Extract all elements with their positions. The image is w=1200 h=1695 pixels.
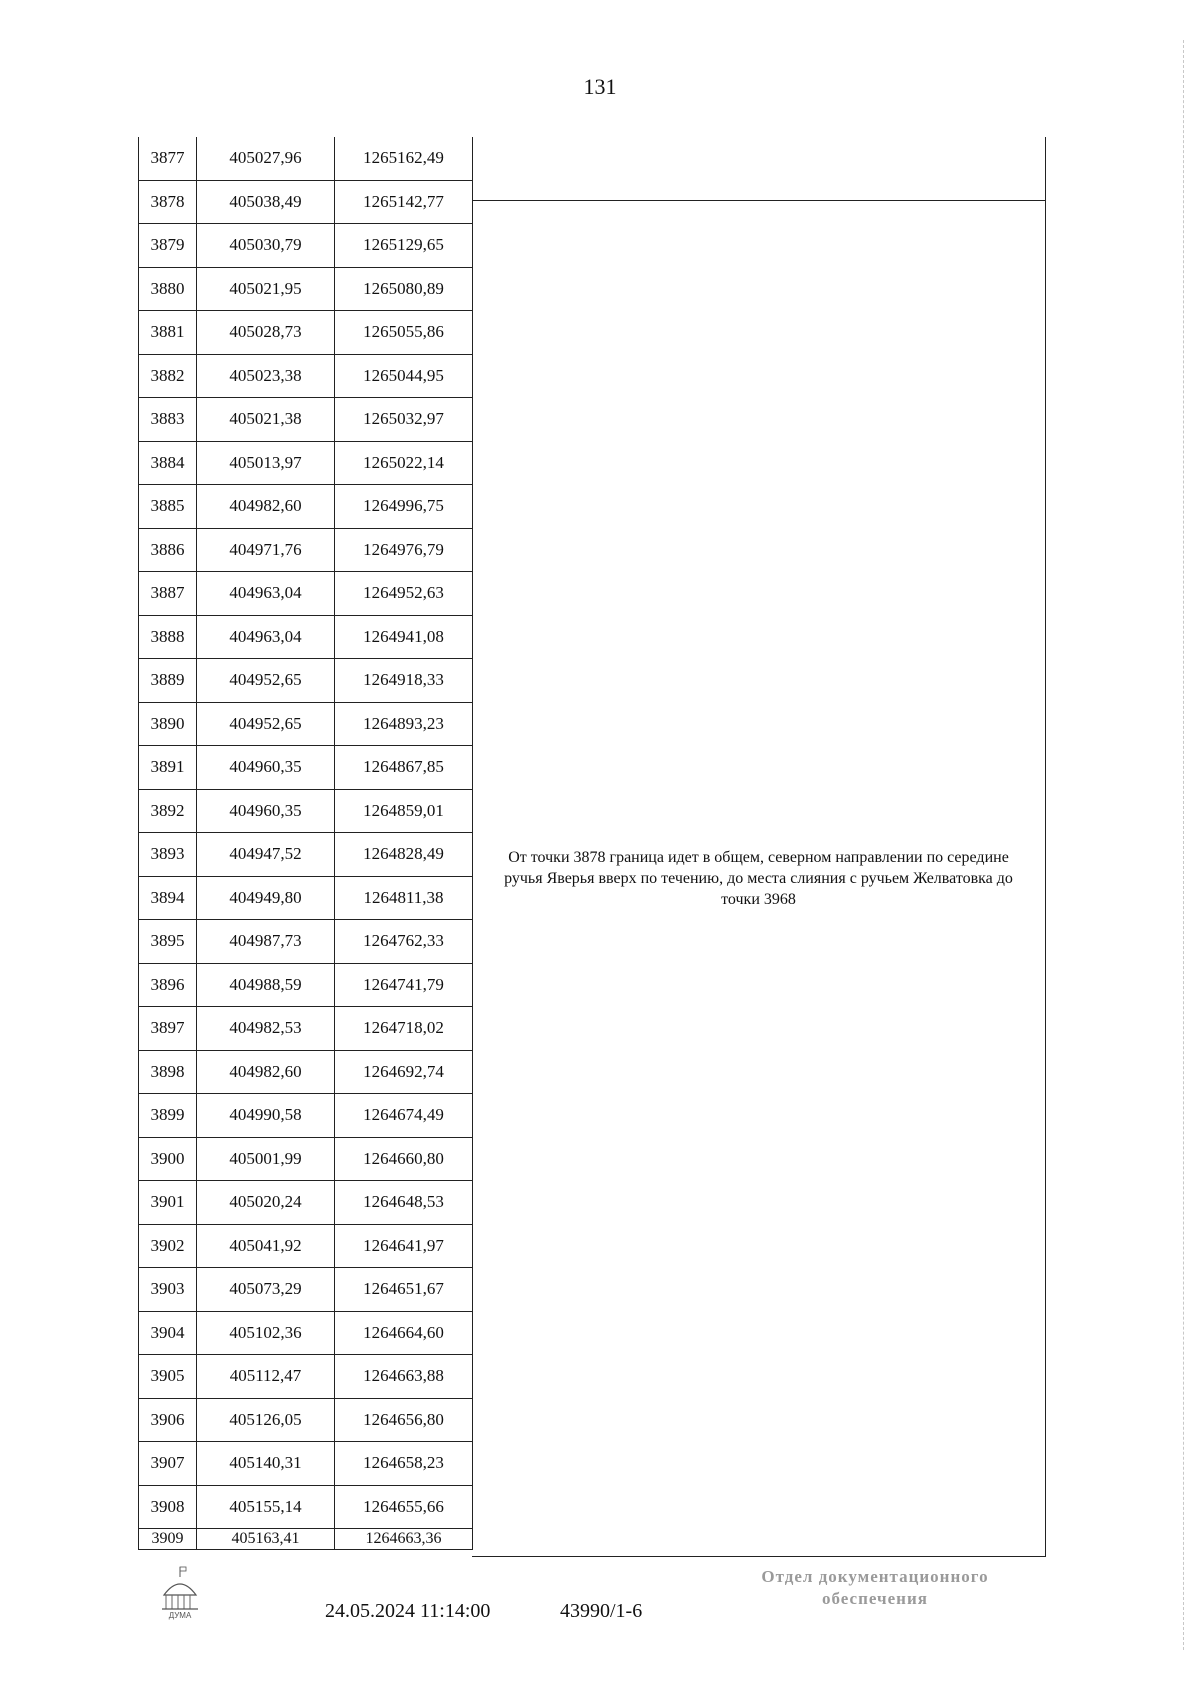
y-coordinate-cell: 1264660,80 — [335, 1137, 473, 1181]
x-coordinate-cell: 405027,96 — [197, 137, 335, 180]
department-stamp — [715, 1566, 1035, 1610]
x-coordinate-cell: 405038,49 — [197, 180, 335, 224]
table-row — [139, 398, 473, 442]
x-coordinate-cell: 404947,52 — [197, 833, 335, 877]
point-number-cell: 3892 — [139, 789, 197, 833]
x-coordinate-cell: 405013,97 — [197, 441, 335, 485]
point-number-cell: 3894 — [139, 876, 197, 920]
point-number-cell: 3891 — [139, 746, 197, 790]
x-coordinate-cell: 405163,41 — [197, 1529, 335, 1550]
point-number-cell: 3880 — [139, 267, 197, 311]
point-number-cell: 3887 — [139, 572, 197, 616]
y-coordinate-cell: 1264718,02 — [335, 1007, 473, 1051]
table-row — [139, 528, 473, 572]
table-row — [139, 485, 473, 529]
duma-logo — [152, 1565, 208, 1621]
y-coordinate-cell: 1264867,85 — [335, 746, 473, 790]
y-coordinate-cell: 1264692,74 — [335, 1050, 473, 1094]
y-coordinate-cell: 1265044,95 — [335, 354, 473, 398]
point-number-cell: 3885 — [139, 485, 197, 529]
table-row — [139, 224, 473, 268]
table-row — [139, 746, 473, 790]
point-number-cell: 3906 — [139, 1398, 197, 1442]
y-coordinate-cell: 1264663,36 — [335, 1529, 473, 1550]
table-row — [139, 1050, 473, 1094]
point-number-cell: 3889 — [139, 659, 197, 703]
x-coordinate-cell: 405020,24 — [197, 1181, 335, 1225]
y-coordinate-cell: 1264674,49 — [335, 1094, 473, 1138]
table-row — [139, 572, 473, 616]
x-coordinate-cell: 405126,05 — [197, 1398, 335, 1442]
x-coordinate-cell: 404971,76 — [197, 528, 335, 572]
y-coordinate-cell: 1264656,80 — [335, 1398, 473, 1442]
point-number-cell: 3908 — [139, 1485, 197, 1529]
y-coordinate-cell: 1264664,60 — [335, 1311, 473, 1355]
table-row — [139, 833, 473, 877]
y-coordinate-cell: 1264641,97 — [335, 1224, 473, 1268]
table-row — [139, 267, 473, 311]
point-number-cell: 3903 — [139, 1268, 197, 1312]
x-coordinate-cell: 404982,53 — [197, 1007, 335, 1051]
x-coordinate-cell: 405140,31 — [197, 1442, 335, 1486]
coordinates-table — [138, 137, 473, 1550]
x-coordinate-cell: 404988,59 — [197, 963, 335, 1007]
y-coordinate-cell: 1264658,23 — [335, 1442, 473, 1486]
point-number-cell: 3890 — [139, 702, 197, 746]
x-coordinate-cell: 404952,65 — [197, 702, 335, 746]
point-number-cell: 3901 — [139, 1181, 197, 1225]
table-row — [139, 1485, 473, 1529]
point-number-cell: 3900 — [139, 1137, 197, 1181]
x-coordinate-cell: 405023,38 — [197, 354, 335, 398]
stamp-line-1: Отдел документационного — [761, 1567, 989, 1586]
table-row — [139, 311, 473, 355]
y-coordinate-cell: 1264648,53 — [335, 1181, 473, 1225]
coordinates-table-body — [139, 137, 473, 1550]
table-row — [139, 1355, 473, 1399]
y-coordinate-cell: 1264941,08 — [335, 615, 473, 659]
point-number-cell: 3895 — [139, 920, 197, 964]
y-coordinate-cell: 1264762,33 — [335, 920, 473, 964]
point-number-cell: 3888 — [139, 615, 197, 659]
x-coordinate-cell: 405021,95 — [197, 267, 335, 311]
point-number-cell: 3878 — [139, 180, 197, 224]
x-coordinate-cell: 404963,04 — [197, 615, 335, 659]
point-number-cell: 3904 — [139, 1311, 197, 1355]
point-number-cell: 3909 — [139, 1529, 197, 1550]
point-number-cell: 3902 — [139, 1224, 197, 1268]
point-number-cell: 3884 — [139, 441, 197, 485]
table-row — [139, 702, 473, 746]
table-row — [139, 1529, 473, 1550]
table-row — [139, 615, 473, 659]
table-row — [139, 659, 473, 703]
page-number: 131 — [583, 74, 617, 99]
table-row — [139, 137, 473, 180]
point-number-cell: 3893 — [139, 833, 197, 877]
point-number-cell: 3881 — [139, 311, 197, 355]
y-coordinate-cell: 1264655,66 — [335, 1485, 473, 1529]
logo-caption: ДУМА — [168, 1611, 192, 1620]
duma-emblem-icon — [152, 1565, 208, 1621]
x-coordinate-cell: 405021,38 — [197, 398, 335, 442]
footer-datetime: 24.05.2024 11:14:00 — [325, 1600, 491, 1622]
point-number-cell: 3897 — [139, 1007, 197, 1051]
x-coordinate-cell: 404990,58 — [197, 1094, 335, 1138]
x-coordinate-cell: 405102,36 — [197, 1311, 335, 1355]
table-row — [139, 1224, 473, 1268]
description-divider — [472, 200, 1045, 201]
x-coordinate-cell: 404963,04 — [197, 572, 335, 616]
table-row — [139, 920, 473, 964]
y-coordinate-cell: 1265080,89 — [335, 267, 473, 311]
y-coordinate-cell: 1264811,38 — [335, 876, 473, 920]
table-row — [139, 354, 473, 398]
description-column — [472, 137, 1046, 1557]
table-row — [139, 1007, 473, 1051]
x-coordinate-cell: 405073,29 — [197, 1268, 335, 1312]
x-coordinate-cell: 405030,79 — [197, 224, 335, 268]
y-coordinate-cell: 1265055,86 — [335, 311, 473, 355]
table-row — [139, 1094, 473, 1138]
x-coordinate-cell: 404987,73 — [197, 920, 335, 964]
x-coordinate-cell: 405155,14 — [197, 1485, 335, 1529]
scan-edge-line — [1183, 40, 1184, 1650]
y-coordinate-cell: 1264893,23 — [335, 702, 473, 746]
table-row — [139, 1268, 473, 1312]
x-coordinate-cell: 404960,35 — [197, 789, 335, 833]
point-number-cell: 3907 — [139, 1442, 197, 1486]
point-number-cell: 3886 — [139, 528, 197, 572]
point-number-cell: 3896 — [139, 963, 197, 1007]
y-coordinate-cell: 1264828,49 — [335, 833, 473, 877]
table-row — [139, 876, 473, 920]
y-coordinate-cell: 1264918,33 — [335, 659, 473, 703]
table-row — [139, 1442, 473, 1486]
x-coordinate-cell: 405028,73 — [197, 311, 335, 355]
point-number-cell: 3877 — [139, 137, 197, 180]
table-row — [139, 180, 473, 224]
point-number-cell: 3905 — [139, 1355, 197, 1399]
x-coordinate-cell: 404960,35 — [197, 746, 335, 790]
y-coordinate-cell: 1265162,49 — [335, 137, 473, 180]
x-coordinate-cell: 405001,99 — [197, 1137, 335, 1181]
point-number-cell: 3882 — [139, 354, 197, 398]
table-row — [139, 1137, 473, 1181]
table-row — [139, 1311, 473, 1355]
table-row — [139, 1181, 473, 1225]
point-number-cell: 3879 — [139, 224, 197, 268]
footer-document-number: 43990/1-6 — [560, 1600, 643, 1622]
x-coordinate-cell: 405041,92 — [197, 1224, 335, 1268]
x-coordinate-cell: 404949,80 — [197, 876, 335, 920]
y-coordinate-cell: 1264741,79 — [335, 963, 473, 1007]
y-coordinate-cell: 1265129,65 — [335, 224, 473, 268]
boundary-description: От точки 3878 граница идет в общем, северном направлении по середине ручья Яверья вверх по течению, до места слияния с ручьем Желватовка до точки 3968 — [504, 849, 1013, 908]
point-number-cell: 3898 — [139, 1050, 197, 1094]
y-coordinate-cell: 1264952,63 — [335, 572, 473, 616]
table-row — [139, 789, 473, 833]
table-row — [139, 1398, 473, 1442]
point-number-cell: 3883 — [139, 398, 197, 442]
y-coordinate-cell: 1264663,88 — [335, 1355, 473, 1399]
point-number-cell: 3899 — [139, 1094, 197, 1138]
y-coordinate-cell: 1264976,79 — [335, 528, 473, 572]
x-coordinate-cell: 404982,60 — [197, 1050, 335, 1094]
y-coordinate-cell: 1265142,77 — [335, 180, 473, 224]
y-coordinate-cell: 1264651,67 — [335, 1268, 473, 1312]
y-coordinate-cell: 1264859,01 — [335, 789, 473, 833]
x-coordinate-cell: 404982,60 — [197, 485, 335, 529]
y-coordinate-cell: 1264996,75 — [335, 485, 473, 529]
stamp-line-2: обеспечения — [822, 1589, 928, 1608]
x-coordinate-cell: 404952,65 — [197, 659, 335, 703]
table-row — [139, 441, 473, 485]
x-coordinate-cell: 405112,47 — [197, 1355, 335, 1399]
y-coordinate-cell: 1265022,14 — [335, 441, 473, 485]
y-coordinate-cell: 1265032,97 — [335, 398, 473, 442]
table-row — [139, 963, 473, 1007]
